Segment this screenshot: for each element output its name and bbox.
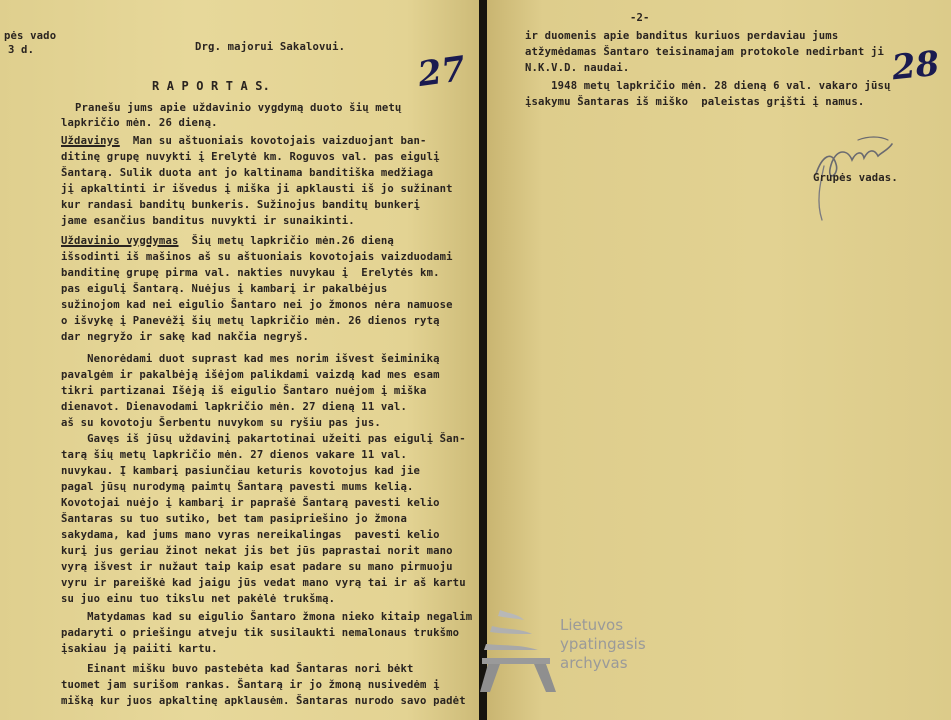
task-line: ditinę grupę nuvykti į Erelytė km. Roguvos val. pas eigulį — [61, 151, 440, 163]
paragraph-line: sakydama, kad jums mano vyras nereikalingas pavesti kelio — [61, 529, 440, 541]
report-title: R A P O R T A S. — [152, 79, 270, 93]
paragraph-line: pavalgėm ir pakalbėją išėjom palikdami vaizdą kad mes esam — [61, 369, 440, 381]
paragraph-line: Nenorėdami duot suprast kad mes norim išvest šeiminiką — [61, 353, 440, 365]
execution-line: Šių metų lapkričio mėn.26 dieną — [178, 235, 394, 247]
execution-line: išsodinti iš mašinos aš su aštuoniais kovotojais vaizduodami — [61, 251, 453, 263]
header-left-1: pės vado — [4, 30, 57, 42]
paragraph-line: įsakiau ją paiiti kartu. — [61, 643, 218, 655]
paragraph-line: Kovotojai nuėjo į kambarį ir paprašė Šantarą pavesti kelio — [61, 497, 440, 509]
intro-line: lapkričio mėn. 26 dieną. — [61, 117, 218, 129]
intro-line: Pranešu jums apie uždavinio vygdymą duoto šių metų — [75, 102, 402, 114]
paragraph-line: N.K.V.D. naudai. — [525, 62, 630, 74]
watermark-line: archyvas — [560, 654, 628, 672]
execution-line: banditinę grupę pirma val. nakties nuvykau į Erelytės km. — [61, 267, 440, 279]
paragraph-line: Šantaras su tuo sutiko, bet tam pasipriešino jo žmona — [61, 513, 407, 525]
execution-line: pas eigulį Šantarą. Nuėjus į kambarį ir pakalbėjus — [61, 283, 388, 295]
paragraph-line: ir duomenis apie banditus kuriuos perdaviau jums — [525, 30, 839, 42]
archive-watermark — [480, 604, 680, 714]
paragraph-line: Gavęs iš jūsų uždavinį pakartotinai užeiti pas eigulį Šan- — [61, 433, 466, 445]
paragraph-line: mišką kur juos apkaltinę apklausėm. Šantaras nurodo savo padėt — [61, 695, 466, 707]
paragraph-line: tuomet jam surišom rankas. Šantarą ir jo žmoną nusivedėm į — [61, 679, 440, 691]
addressee: Drg. majorui Sakalovui. — [195, 41, 346, 53]
header-left-2: 3 d. — [8, 44, 35, 56]
folio-number-right: 28 — [890, 43, 942, 89]
folio-number-left: 27 — [415, 48, 468, 96]
execution-line: sužinojom kad nei eigulio Šantaro nei jo žmonos nėra namuose — [61, 299, 453, 311]
execution-line: o išvykę į Panevėžį šių metų lapkričio mėn. 26 dienos rytą — [61, 315, 440, 327]
paragraph-line: vyru ir pareiškė kad jaigu jūs vedat mano vyrą tai ir aš kartu — [61, 577, 466, 589]
paragraph-line: atžymėdamas Šantaro teisinamajam protokole nedirbant ji — [525, 46, 885, 58]
task-line: jį apkaltinti ir išvedus į miška ji apklausti iš jo sužinant — [61, 183, 453, 195]
task-line: jame esančius banditus nuvykti ir sunaikinti. — [61, 215, 355, 227]
execution-line: dar negryžo ir sakę kad nakčia negryš. — [61, 331, 310, 343]
paragraph-line: 1948 metų lapkričio mėn. 28 dieną 6 val. vakaro jūsų — [525, 80, 891, 92]
task-line: Man su aštuoniais kovotojais vaizduojant ban- — [119, 135, 427, 147]
task-paragraph — [61, 135, 427, 147]
paragraph-line: Einant mišku buvo pastebėta kad Šantaras nori bėkt — [61, 663, 414, 675]
execution-paragraph — [61, 235, 394, 247]
page-number: -2- — [630, 12, 650, 24]
watermark-line: ypatingasis — [560, 635, 646, 653]
paragraph-line: tarą šių metų lapkričio mėn. 27 dienos vakare 11 val. — [61, 449, 407, 461]
paragraph-line: vyrą išvest ir nužaut taip kaip esat padare su mano pirmuoju — [61, 561, 453, 573]
watermark-line: Lietuvos — [560, 616, 624, 634]
paragraph-line: tikri partizanai Išėją iš eigulio Šantaro nuėjom į miška — [61, 385, 427, 397]
archive-logo-icon — [480, 604, 556, 694]
paragraph-line: dienavot. Dienavodami lapkričio mėn. 27 dieną 11 val. — [61, 401, 407, 413]
paragraph-line: padaryti o priešingu atveju tik susilaukti nemalonaus trukšmo — [61, 627, 460, 639]
paragraph-line: Matydamas kad su eigulio Šantaro žmona nieko kitaip negalim — [61, 611, 473, 623]
task-label: Uždavinys — [61, 135, 120, 147]
paragraph-line: pagal jūsų nurodymą paimtų Šantarą pavesti mums kelią. — [61, 481, 414, 493]
paragraph-line: nuvykau. Į kambarį pasiunčiau keturis kovotojus kad jie — [61, 465, 421, 477]
execution-label: Uždavinio vygdymas — [61, 235, 179, 247]
task-line: Šantarą. Sulik duota ant jo kaltinama banditiška medžiaga — [61, 167, 434, 179]
task-line: kur randasi banditų bunkeris. Sužinojus banditų bunkerį — [61, 199, 421, 211]
paragraph-line: kurį jus geriau žinot nekat jis bet jūs paprastai norit mano — [61, 545, 453, 557]
paragraph-line: aš su kovotoju Šerbentu nuvykom su ryšiu pas jus. — [61, 417, 381, 429]
paragraph-line: su juo einu tuo tikslu net pakėlė trukšmą. — [61, 593, 336, 605]
signature-label: Grupės vadas. — [813, 172, 898, 184]
paragraph-line: įsakymu Šantaras iš miško paleistas grįšti į namus. — [525, 96, 865, 108]
